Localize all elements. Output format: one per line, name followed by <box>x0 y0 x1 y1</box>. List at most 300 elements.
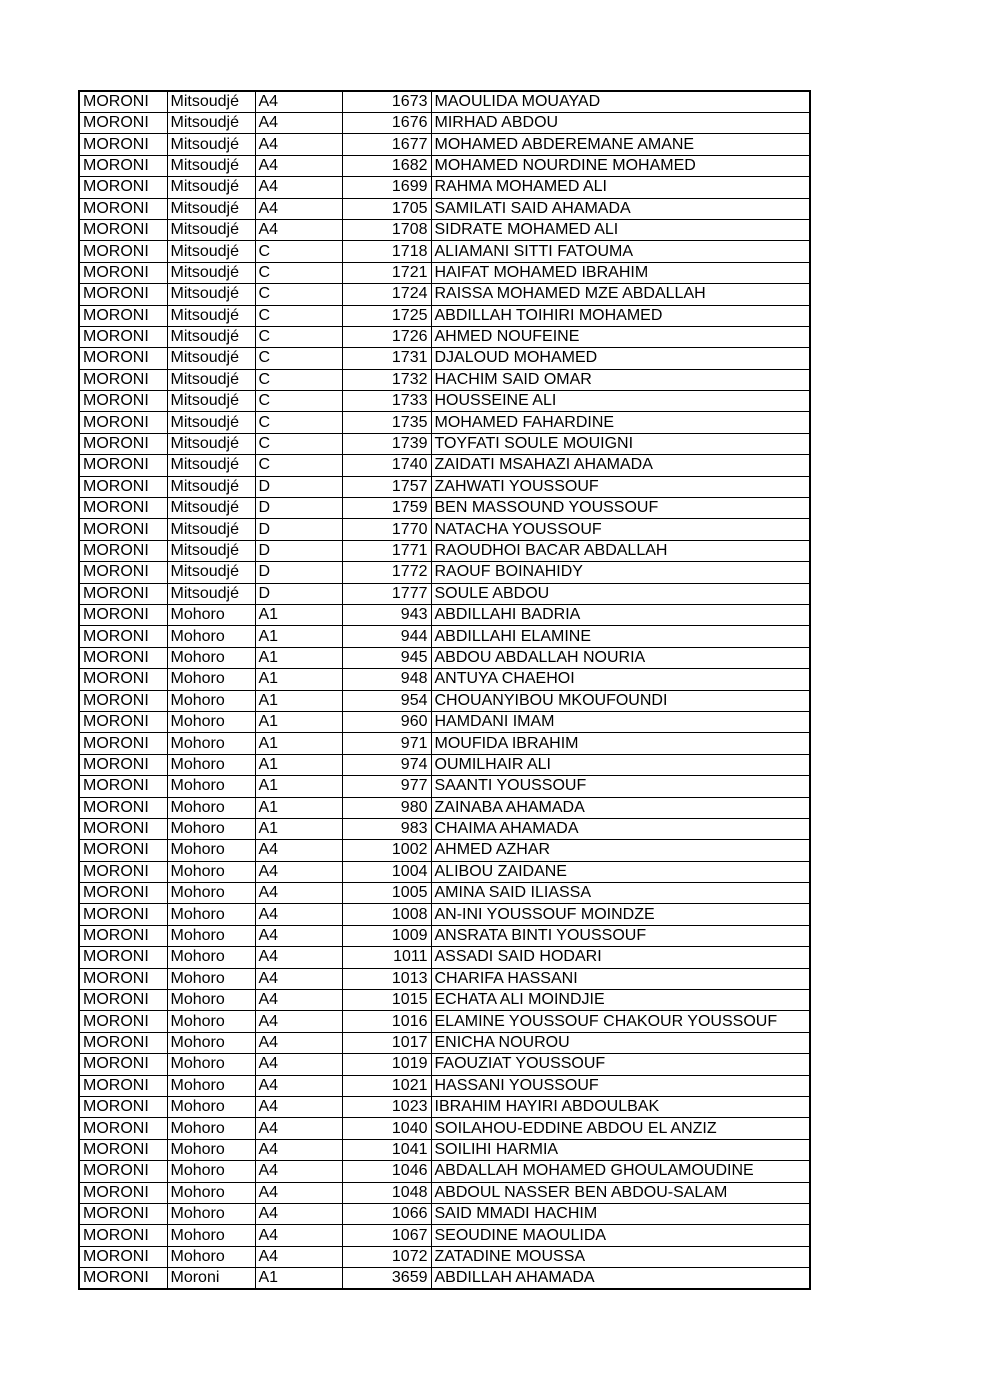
name-cell: ABDOU ABDALLAH NOURIA <box>431 647 810 668</box>
center-cell: Mohoro <box>167 1054 255 1075</box>
center-cell: Mitsoudjé <box>167 262 255 283</box>
center-cell: Mitsoudjé <box>167 177 255 198</box>
center-cell: Mohoro <box>167 1161 255 1182</box>
series-cell: A4 <box>255 198 342 219</box>
number-cell: 948 <box>342 669 431 690</box>
region-cell: MORONI <box>79 305 167 326</box>
number-cell: 1040 <box>342 1118 431 1139</box>
name-cell: IBRAHIM HAYIRI ABDOULBAK <box>431 1096 810 1117</box>
series-cell: A1 <box>255 733 342 754</box>
table-row <box>79 91 810 113</box>
name-cell: SOULE ABDOU <box>431 583 810 604</box>
table-row <box>79 1118 810 1139</box>
region-cell: MORONI <box>79 1246 167 1267</box>
center-cell: Mohoro <box>167 1096 255 1117</box>
results-table-body <box>79 91 810 1289</box>
table-row <box>79 476 810 497</box>
name-cell: CHAIMA AHAMADA <box>431 818 810 839</box>
series-cell: C <box>255 262 342 283</box>
number-cell: 1759 <box>342 498 431 519</box>
center-cell: Mohoro <box>167 947 255 968</box>
series-cell: A4 <box>255 1118 342 1139</box>
series-cell: A4 <box>255 1182 342 1203</box>
series-cell: A4 <box>255 990 342 1011</box>
name-cell: SAANTI YOUSSOUF <box>431 776 810 797</box>
number-cell: 977 <box>342 776 431 797</box>
region-cell: MORONI <box>79 883 167 904</box>
table-row <box>79 540 810 561</box>
series-cell: A1 <box>255 1268 342 1290</box>
series-cell: A4 <box>255 177 342 198</box>
series-cell: A1 <box>255 776 342 797</box>
region-cell: MORONI <box>79 348 167 369</box>
series-cell: D <box>255 583 342 604</box>
table-row <box>79 241 810 262</box>
region-cell: MORONI <box>79 1203 167 1224</box>
series-cell: D <box>255 519 342 540</box>
series-cell: A4 <box>255 155 342 176</box>
center-cell: Mohoro <box>167 647 255 668</box>
series-cell: C <box>255 241 342 262</box>
series-cell: A1 <box>255 669 342 690</box>
table-row <box>79 1139 810 1160</box>
series-cell: A4 <box>255 91 342 113</box>
number-cell: 1705 <box>342 198 431 219</box>
name-cell: ASSADI SAID HODARI <box>431 947 810 968</box>
series-cell: A4 <box>255 861 342 882</box>
region-cell: MORONI <box>79 904 167 925</box>
region-cell: MORONI <box>79 155 167 176</box>
region-cell: MORONI <box>79 797 167 818</box>
series-cell: A4 <box>255 925 342 946</box>
number-cell: 1013 <box>342 968 431 989</box>
region-cell: MORONI <box>79 391 167 412</box>
number-cell: 1008 <box>342 904 431 925</box>
name-cell: NATACHA YOUSSOUF <box>431 519 810 540</box>
region-cell: MORONI <box>79 1011 167 1032</box>
center-cell: Mitsoudjé <box>167 583 255 604</box>
table-row <box>79 1011 810 1032</box>
number-cell: 1002 <box>342 840 431 861</box>
name-cell: ALIBOU ZAIDANE <box>431 861 810 882</box>
name-cell: ELAMINE YOUSSOUF CHAKOUR YOUSSOUF <box>431 1011 810 1032</box>
region-cell: MORONI <box>79 91 167 113</box>
series-cell: A4 <box>255 1139 342 1160</box>
number-cell: 1021 <box>342 1075 431 1096</box>
number-cell: 980 <box>342 797 431 818</box>
region-cell: MORONI <box>79 241 167 262</box>
name-cell: BEN MASSOUND YOUSSOUF <box>431 498 810 519</box>
center-cell: Mohoro <box>167 690 255 711</box>
number-cell: 1771 <box>342 540 431 561</box>
series-cell: D <box>255 476 342 497</box>
region-cell: MORONI <box>79 776 167 797</box>
region-cell: MORONI <box>79 990 167 1011</box>
table-row <box>79 669 810 690</box>
name-cell: MOHAMED ABDEREMANE AMANE <box>431 134 810 155</box>
name-cell: RAHMA MOHAMED ALI <box>431 177 810 198</box>
number-cell: 1023 <box>342 1096 431 1117</box>
center-cell: Mitsoudjé <box>167 519 255 540</box>
number-cell: 1682 <box>342 155 431 176</box>
series-cell: C <box>255 305 342 326</box>
series-cell: A4 <box>255 947 342 968</box>
center-cell: Mohoro <box>167 604 255 625</box>
region-cell: MORONI <box>79 1096 167 1117</box>
name-cell: RAOUDHOI BACAR ABDALLAH <box>431 540 810 561</box>
name-cell: ABDILLAH TOIHIRI MOHAMED <box>431 305 810 326</box>
series-cell: A4 <box>255 840 342 861</box>
name-cell: HASSANI YOUSSOUF <box>431 1075 810 1096</box>
name-cell: ABDOUL NASSER BEN ABDOU-SALAM <box>431 1182 810 1203</box>
name-cell: ANTUYA CHAEHOI <box>431 669 810 690</box>
region-cell: MORONI <box>79 626 167 647</box>
name-cell: ABDALLAH MOHAMED GHOULAMOUDINE <box>431 1161 810 1182</box>
table-row <box>79 326 810 347</box>
region-cell: MORONI <box>79 113 167 134</box>
name-cell: MIRHAD ABDOU <box>431 113 810 134</box>
name-cell: ABDILLAH AHAMADA <box>431 1268 810 1290</box>
table-row <box>79 562 810 583</box>
region-cell: MORONI <box>79 968 167 989</box>
table-row <box>79 925 810 946</box>
table-row <box>79 1246 810 1267</box>
series-cell: D <box>255 498 342 519</box>
region-cell: MORONI <box>79 925 167 946</box>
series-cell: A4 <box>255 1246 342 1267</box>
table-row <box>79 583 810 604</box>
name-cell: ENICHA NOUROU <box>431 1032 810 1053</box>
name-cell: RAISSA MOHAMED MZE ABDALLAH <box>431 284 810 305</box>
center-cell: Mitsoudjé <box>167 155 255 176</box>
table-row <box>79 262 810 283</box>
name-cell: CHOUANYIBOU MKOUFOUNDI <box>431 690 810 711</box>
series-cell: A4 <box>255 1096 342 1117</box>
number-cell: 971 <box>342 733 431 754</box>
region-cell: MORONI <box>79 1182 167 1203</box>
region-cell: MORONI <box>79 540 167 561</box>
number-cell: 1067 <box>342 1225 431 1246</box>
series-cell: A4 <box>255 1032 342 1053</box>
center-cell: Mohoro <box>167 904 255 925</box>
number-cell: 1015 <box>342 990 431 1011</box>
table-row <box>79 1096 810 1117</box>
number-cell: 1017 <box>342 1032 431 1053</box>
series-cell: D <box>255 562 342 583</box>
table-row <box>79 1054 810 1075</box>
name-cell: SOILAHOU-EDDINE ABDOU EL ANZIZ <box>431 1118 810 1139</box>
center-cell: Mitsoudjé <box>167 326 255 347</box>
center-cell: Mitsoudjé <box>167 134 255 155</box>
table-row <box>79 840 810 861</box>
series-cell: A1 <box>255 690 342 711</box>
number-cell: 1676 <box>342 113 431 134</box>
table-row <box>79 113 810 134</box>
table-row <box>79 990 810 1011</box>
region-cell: MORONI <box>79 284 167 305</box>
region-cell: MORONI <box>79 711 167 732</box>
name-cell: FAOUZIAT YOUSSOUF <box>431 1054 810 1075</box>
region-cell: MORONI <box>79 818 167 839</box>
center-cell: Mohoro <box>167 883 255 904</box>
name-cell: ANSRATA BINTI YOUSSOUF <box>431 925 810 946</box>
series-cell: A1 <box>255 754 342 775</box>
series-cell: A4 <box>255 1203 342 1224</box>
table-row <box>79 776 810 797</box>
name-cell: ZAINABA AHAMADA <box>431 797 810 818</box>
number-cell: 1757 <box>342 476 431 497</box>
number-cell: 1673 <box>342 91 431 113</box>
number-cell: 1725 <box>342 305 431 326</box>
name-cell: AMINA SAID ILIASSA <box>431 883 810 904</box>
table-row <box>79 433 810 454</box>
center-cell: Mohoro <box>167 1203 255 1224</box>
number-cell: 1726 <box>342 326 431 347</box>
center-cell: Mohoro <box>167 1011 255 1032</box>
name-cell: MOHAMED NOURDINE MOHAMED <box>431 155 810 176</box>
region-cell: MORONI <box>79 177 167 198</box>
region-cell: MORONI <box>79 733 167 754</box>
table-row <box>79 883 810 904</box>
name-cell: SIDRATE MOHAMED ALI <box>431 219 810 240</box>
number-cell: 1740 <box>342 455 431 476</box>
table-row <box>79 690 810 711</box>
table-row <box>79 305 810 326</box>
name-cell: ABDILLAHI BADRIA <box>431 604 810 625</box>
table-row <box>79 519 810 540</box>
center-cell: Mohoro <box>167 626 255 647</box>
center-cell: Mohoro <box>167 669 255 690</box>
table-row <box>79 198 810 219</box>
series-cell: C <box>255 369 342 390</box>
center-cell: Mitsoudjé <box>167 284 255 305</box>
name-cell: SAMILATI SAID AHAMADA <box>431 198 810 219</box>
number-cell: 974 <box>342 754 431 775</box>
number-cell: 1732 <box>342 369 431 390</box>
center-cell: Mohoro <box>167 711 255 732</box>
name-cell: ECHATA ALI MOINDJIE <box>431 990 810 1011</box>
series-cell: A4 <box>255 1161 342 1182</box>
center-cell: Mitsoudjé <box>167 113 255 134</box>
number-cell: 1009 <box>342 925 431 946</box>
number-cell: 954 <box>342 690 431 711</box>
table-row <box>79 348 810 369</box>
number-cell: 1041 <box>342 1139 431 1160</box>
table-row <box>79 754 810 775</box>
center-cell: Mitsoudjé <box>167 540 255 561</box>
series-cell: C <box>255 455 342 476</box>
region-cell: MORONI <box>79 583 167 604</box>
number-cell: 1004 <box>342 861 431 882</box>
region-cell: MORONI <box>79 198 167 219</box>
region-cell: MORONI <box>79 1139 167 1160</box>
name-cell: AN-INI YOUSSOUF MOINDZE <box>431 904 810 925</box>
table-row <box>79 968 810 989</box>
table-row <box>79 455 810 476</box>
center-cell: Mohoro <box>167 733 255 754</box>
name-cell: MAOULIDA MOUAYAD <box>431 91 810 113</box>
center-cell: Mohoro <box>167 925 255 946</box>
center-cell: Mitsoudjé <box>167 412 255 433</box>
name-cell: ABDILLAHI ELAMINE <box>431 626 810 647</box>
region-cell: MORONI <box>79 861 167 882</box>
center-cell: Mohoro <box>167 1246 255 1267</box>
number-cell: 1733 <box>342 391 431 412</box>
number-cell: 1072 <box>342 1246 431 1267</box>
center-cell: Moroni <box>167 1268 255 1290</box>
region-cell: MORONI <box>79 840 167 861</box>
table-row <box>79 1161 810 1182</box>
center-cell: Mitsoudjé <box>167 391 255 412</box>
series-cell: A4 <box>255 219 342 240</box>
region-cell: MORONI <box>79 1225 167 1246</box>
number-cell: 1677 <box>342 134 431 155</box>
center-cell: Mohoro <box>167 1225 255 1246</box>
table-row <box>79 733 810 754</box>
name-cell: DJALOUD MOHAMED <box>431 348 810 369</box>
series-cell: C <box>255 326 342 347</box>
table-row <box>79 134 810 155</box>
number-cell: 1777 <box>342 583 431 604</box>
region-cell: MORONI <box>79 562 167 583</box>
number-cell: 1731 <box>342 348 431 369</box>
region-cell: MORONI <box>79 1054 167 1075</box>
number-cell: 1005 <box>342 883 431 904</box>
name-cell: MOUFIDA IBRAHIM <box>431 733 810 754</box>
name-cell: OUMILHAIR ALI <box>431 754 810 775</box>
name-cell: HAIFAT MOHAMED IBRAHIM <box>431 262 810 283</box>
region-cell: MORONI <box>79 262 167 283</box>
center-cell: Mohoro <box>167 776 255 797</box>
number-cell: 945 <box>342 647 431 668</box>
name-cell: AHMED AZHAR <box>431 840 810 861</box>
table-row <box>79 155 810 176</box>
number-cell: 983 <box>342 818 431 839</box>
center-cell: Mitsoudjé <box>167 369 255 390</box>
series-cell: A4 <box>255 1225 342 1246</box>
series-cell: C <box>255 433 342 454</box>
series-cell: A4 <box>255 134 342 155</box>
number-cell: 1724 <box>342 284 431 305</box>
table-row <box>79 1268 810 1290</box>
series-cell: A1 <box>255 647 342 668</box>
region-cell: MORONI <box>79 1268 167 1290</box>
name-cell: RAOUF BOINAHIDY <box>431 562 810 583</box>
table-row <box>79 1032 810 1053</box>
center-cell: Mohoro <box>167 1118 255 1139</box>
region-cell: MORONI <box>79 433 167 454</box>
name-cell: HACHIM SAID OMAR <box>431 369 810 390</box>
table-row <box>79 1225 810 1246</box>
table-row <box>79 412 810 433</box>
number-cell: 1718 <box>342 241 431 262</box>
table-row <box>79 219 810 240</box>
name-cell: HOUSSEINE ALI <box>431 391 810 412</box>
region-cell: MORONI <box>79 1118 167 1139</box>
center-cell: Mohoro <box>167 990 255 1011</box>
region-cell: MORONI <box>79 1161 167 1182</box>
region-cell: MORONI <box>79 1075 167 1096</box>
number-cell: 1066 <box>342 1203 431 1224</box>
number-cell: 960 <box>342 711 431 732</box>
number-cell: 943 <box>342 604 431 625</box>
region-cell: MORONI <box>79 690 167 711</box>
series-cell: D <box>255 540 342 561</box>
name-cell: SOILIHI HARMIA <box>431 1139 810 1160</box>
number-cell: 1019 <box>342 1054 431 1075</box>
series-cell: A1 <box>255 797 342 818</box>
number-cell: 1048 <box>342 1182 431 1203</box>
series-cell: A4 <box>255 1075 342 1096</box>
table-row <box>79 369 810 390</box>
table-row <box>79 947 810 968</box>
series-cell: C <box>255 348 342 369</box>
series-cell: A4 <box>255 1054 342 1075</box>
table-row <box>79 904 810 925</box>
center-cell: Mohoro <box>167 1075 255 1096</box>
number-cell: 3659 <box>342 1268 431 1290</box>
table-row <box>79 647 810 668</box>
region-cell: MORONI <box>79 604 167 625</box>
table-row <box>79 604 810 625</box>
table-row <box>79 797 810 818</box>
series-cell: C <box>255 391 342 412</box>
number-cell: 1046 <box>342 1161 431 1182</box>
table-row <box>79 1182 810 1203</box>
center-cell: Mohoro <box>167 840 255 861</box>
number-cell: 1721 <box>342 262 431 283</box>
center-cell: Mitsoudjé <box>167 305 255 326</box>
region-cell: MORONI <box>79 476 167 497</box>
center-cell: Mitsoudjé <box>167 198 255 219</box>
series-cell: A1 <box>255 711 342 732</box>
results-sheet <box>78 90 809 1290</box>
number-cell: 1699 <box>342 177 431 198</box>
region-cell: MORONI <box>79 326 167 347</box>
table-row <box>79 626 810 647</box>
name-cell: ZATADINE MOUSSA <box>431 1246 810 1267</box>
center-cell: Mitsoudjé <box>167 219 255 240</box>
table-row <box>79 1075 810 1096</box>
table-row <box>79 818 810 839</box>
series-cell: A1 <box>255 626 342 647</box>
number-cell: 1735 <box>342 412 431 433</box>
series-cell: A1 <box>255 604 342 625</box>
region-cell: MORONI <box>79 219 167 240</box>
name-cell: CHARIFA HASSANI <box>431 968 810 989</box>
center-cell: Mitsoudjé <box>167 241 255 262</box>
number-cell: 1772 <box>342 562 431 583</box>
table-row <box>79 498 810 519</box>
center-cell: Mohoro <box>167 1182 255 1203</box>
number-cell: 944 <box>342 626 431 647</box>
series-cell: C <box>255 284 342 305</box>
center-cell: Mitsoudjé <box>167 433 255 454</box>
center-cell: Mitsoudjé <box>167 91 255 113</box>
series-cell: A4 <box>255 113 342 134</box>
number-cell: 1708 <box>342 219 431 240</box>
center-cell: Mohoro <box>167 754 255 775</box>
center-cell: Mitsoudjé <box>167 476 255 497</box>
series-cell: A4 <box>255 968 342 989</box>
name-cell: TOYFATI SOULE MOUIGNI <box>431 433 810 454</box>
name-cell: MOHAMED FAHARDINE <box>431 412 810 433</box>
center-cell: Mohoro <box>167 797 255 818</box>
center-cell: Mohoro <box>167 1032 255 1053</box>
series-cell: A4 <box>255 883 342 904</box>
table-row <box>79 1203 810 1224</box>
center-cell: Mitsoudjé <box>167 498 255 519</box>
